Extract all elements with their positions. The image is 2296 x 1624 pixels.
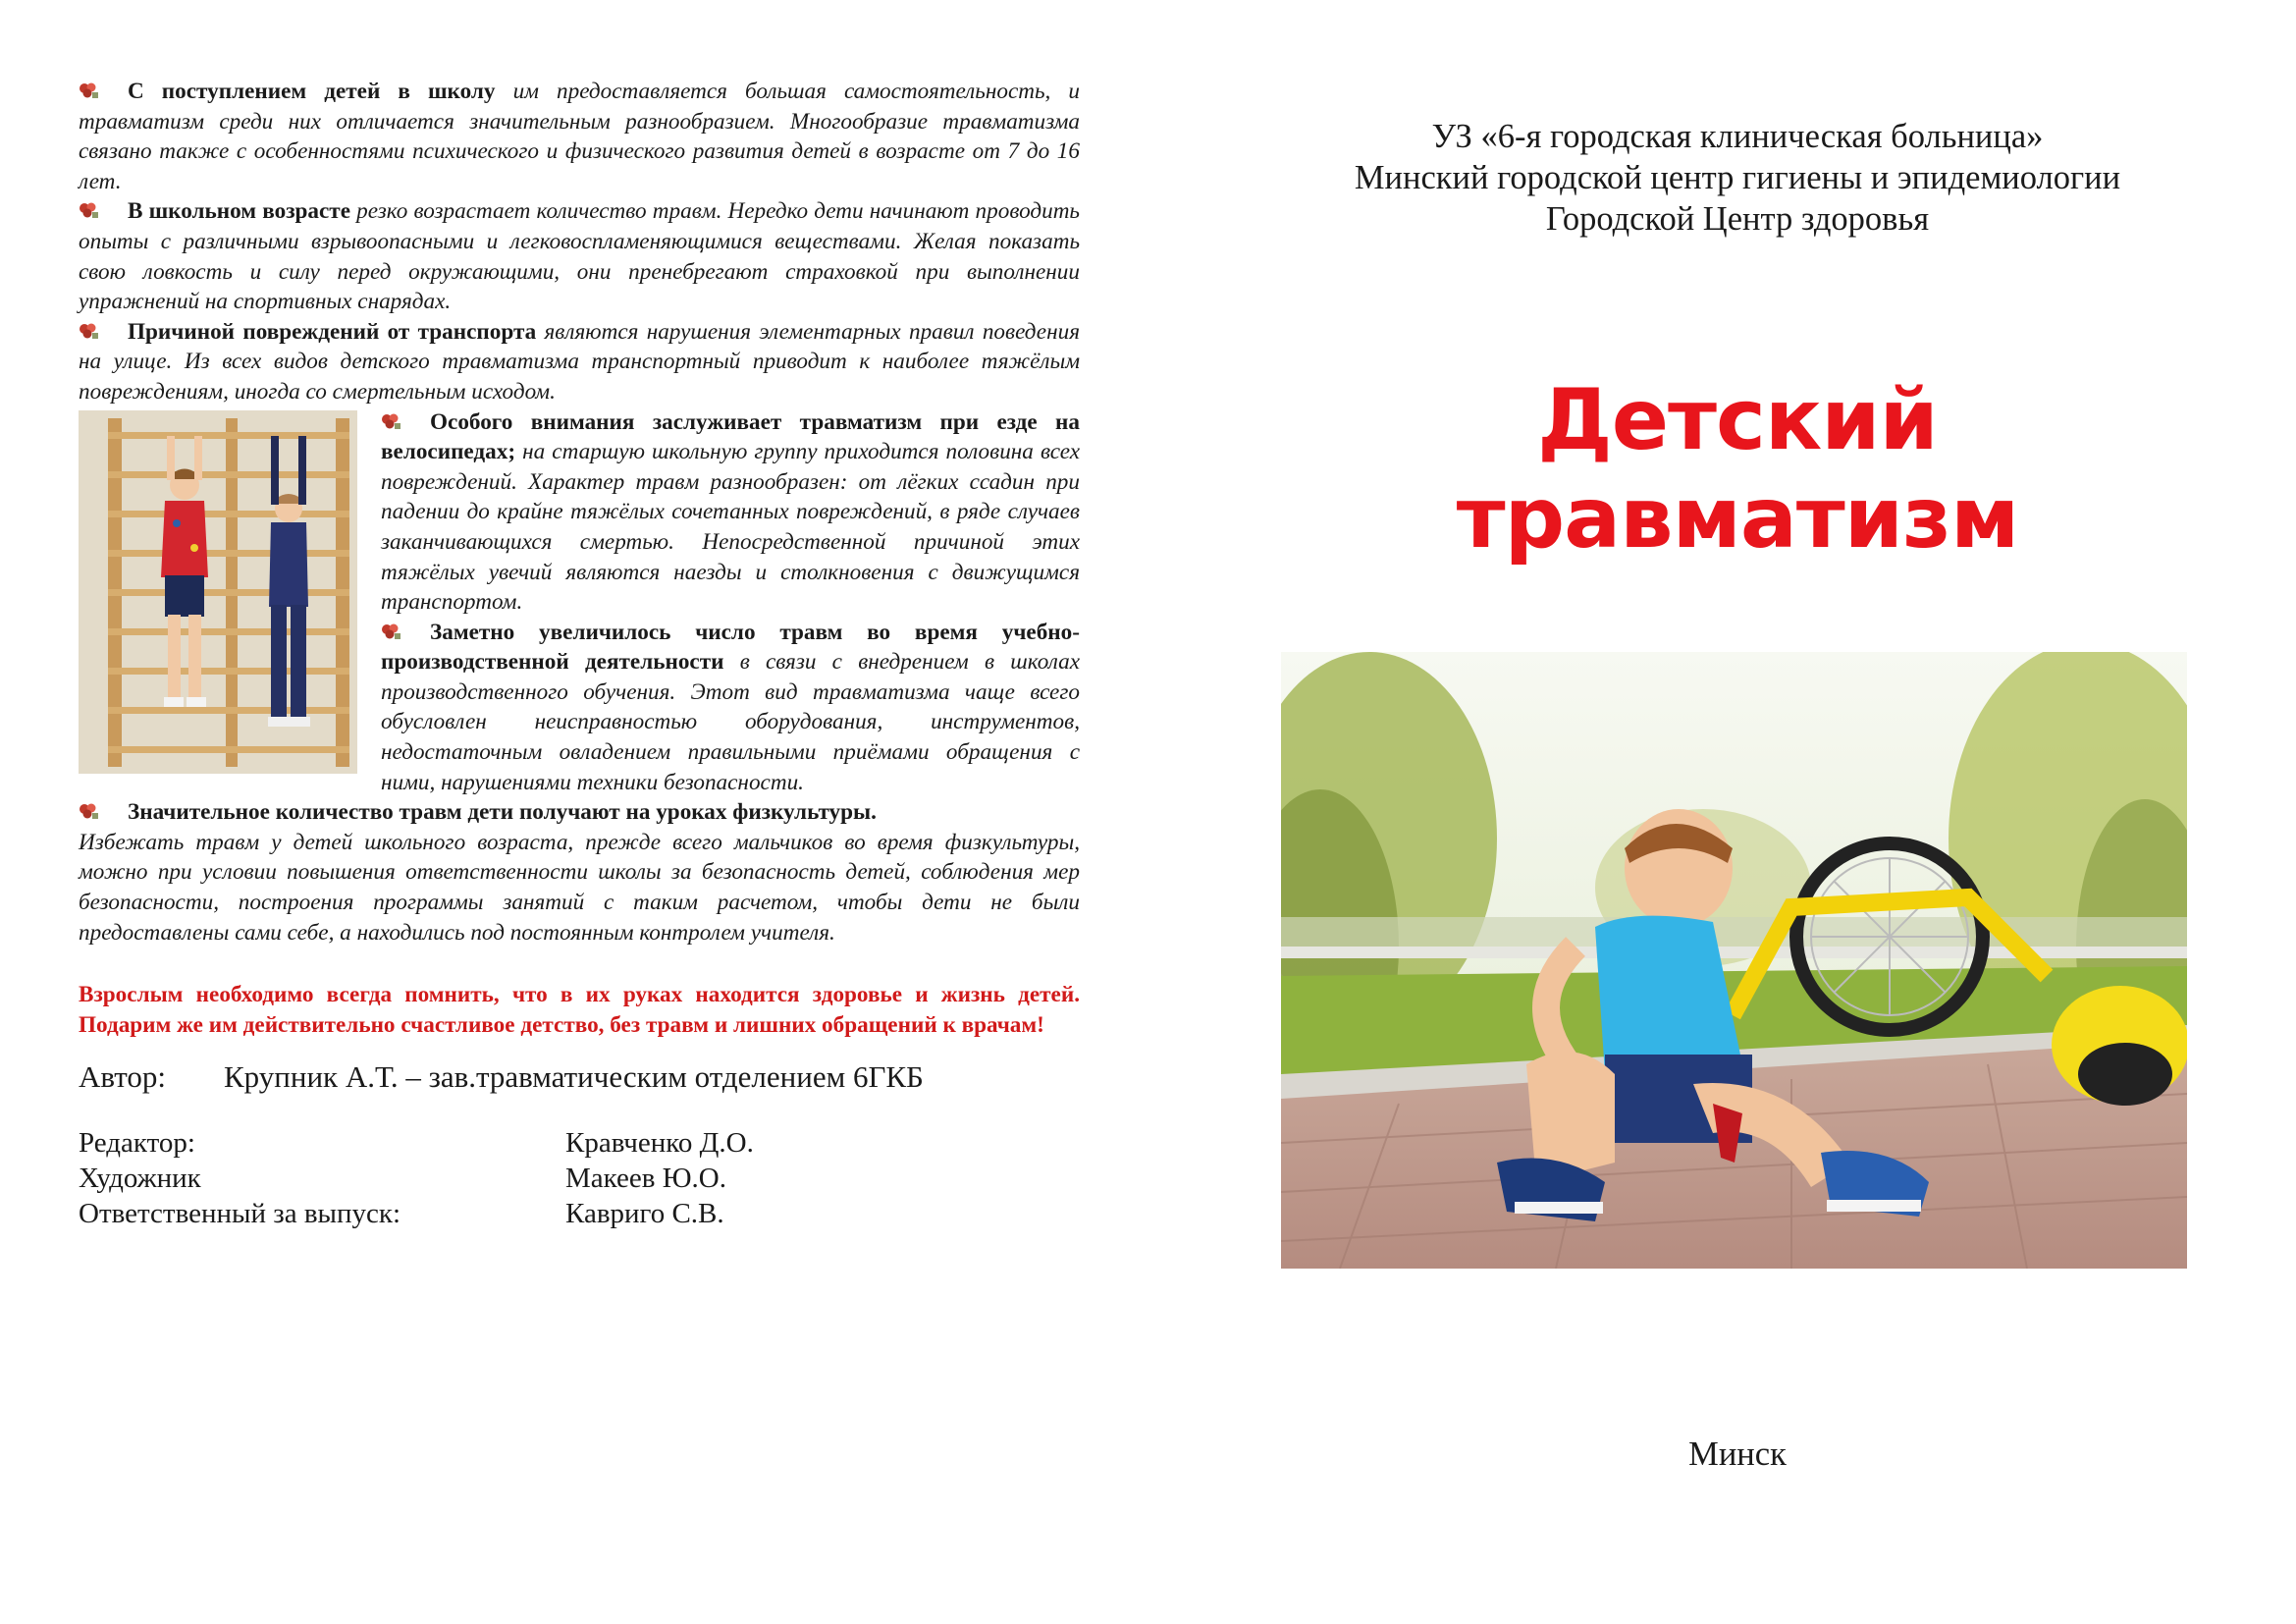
flower-bullet-icon <box>79 202 98 219</box>
left-page <box>79 77 1080 1231</box>
paragraph-transport: Причиной повреждений от транспорта являются нарушения элементарных правил поведения на улице. Из всех видов детского травматизма транспортный приводит к наиболее тяжёлым повреждениям, иногда со смертельным исходом. <box>79 318 1080 405</box>
staff-role: Художник <box>79 1163 201 1195</box>
flower-bullet-icon <box>381 413 400 430</box>
flower-bullet-icon <box>79 323 98 340</box>
author-label: Автор: <box>79 1059 167 1095</box>
paragraph-production: Заметно увеличилось число травм во время учебно-производственной деятельности в связи с внедрением в школах производственного обучения. Этот вид травматизма чаще всего обусловлен неисправностью оборудования, инструментов, недостаточным овладением правильными приёмами обращения с ними, нарушениями техники безопасности. <box>381 619 1080 795</box>
flower-bullet-icon <box>381 623 400 640</box>
cover-title: Детский травматизм <box>1456 371 2019 568</box>
flower-bullet-icon <box>79 803 98 820</box>
organization-hygiene-center: Минский городской центр гигиены и эпидемиологии <box>1354 159 2121 196</box>
staff-row <box>79 1125 1080 1161</box>
paragraph-school-entry: С поступлением детей в школу им предоставляется большая самостоятельность, и травматизм среди них отличается значительным разнообразием. Многообразие травматизма связано также с особенностями психического и физического развития детей в возрасте от 7 до 16 лет. <box>79 79 1080 194</box>
city-name: Минск <box>1688 1435 1787 1473</box>
organization-health-center: Городской Центр здоровья <box>1545 200 1930 238</box>
staff-name: Кравченко Д.О. <box>565 1127 754 1160</box>
paragraph-bicycles: Особого внимания заслуживает травматизм при езде на велосипедах; на старшую школьную группу приходится половина всех повреждений. Характер травм разнообразен: от лёгких ссадин при падении до крайне тяжёлых сочетанных повреждений, в ряде случаев заканчивающихся смертью. Непосредственной причиной этих тяжёлых увечий являются наезды и столкновения с движущимся транспортом. <box>381 408 1080 616</box>
paragraph-school-age: В школьном возрасте резко возрастает количество травм. Нередко дети начинают проводить опыты с различными взрывоопасными и легковоспламеняющимися веществами. Желая показать свою ловкость и силу перед окружающими, они пренебрегают страховкой при выполнении упражнений на спортивных снарядах. <box>79 198 1080 315</box>
organization-block <box>1276 116 2199 240</box>
author-credit <box>79 1059 1080 1095</box>
staff-role: Ответственный за выпуск: <box>79 1198 401 1230</box>
staff-role: Редактор: <box>79 1127 195 1160</box>
staff-row <box>79 1161 1080 1196</box>
staff-list <box>79 1125 1080 1231</box>
staff-row <box>79 1196 1080 1231</box>
right-page-cover <box>1276 0 2199 1624</box>
notice-adults: Взрослым необходимо всегда помнить, что в их руках находится здоровье и жизнь детей. Подарим же им действительно счастливое детство, без травм и лишних обращений к врачам! <box>79 982 1080 1038</box>
paragraph-physical-education: Значительное количество травм дети получают на уроках физкультуры. Избежать травм у детей школьного возраста, прежде всего мальчиков во время физкультуры, можно при условии повышения ответственности школы за безопасность детей, соблюдения мер безопасности, построения программы занятий с таким расчетом, чтобы дети не были предоставлены сами себе, а находились под постоянным контролем учителя. <box>79 799 1080 946</box>
cover-photo-boy-bicycle <box>1281 652 2187 1269</box>
flower-bullet-icon <box>79 82 98 99</box>
author-value: Крупник А.Т. – зав.травматическим отделением 6ГКБ <box>224 1059 924 1095</box>
wall-bars-photo <box>79 410 357 774</box>
staff-name: Кавриго С.В. <box>565 1198 724 1230</box>
staff-name: Макеев Ю.О. <box>565 1163 726 1195</box>
organization-hospital: УЗ «6-я городская клиническая больница» <box>1431 118 2044 155</box>
